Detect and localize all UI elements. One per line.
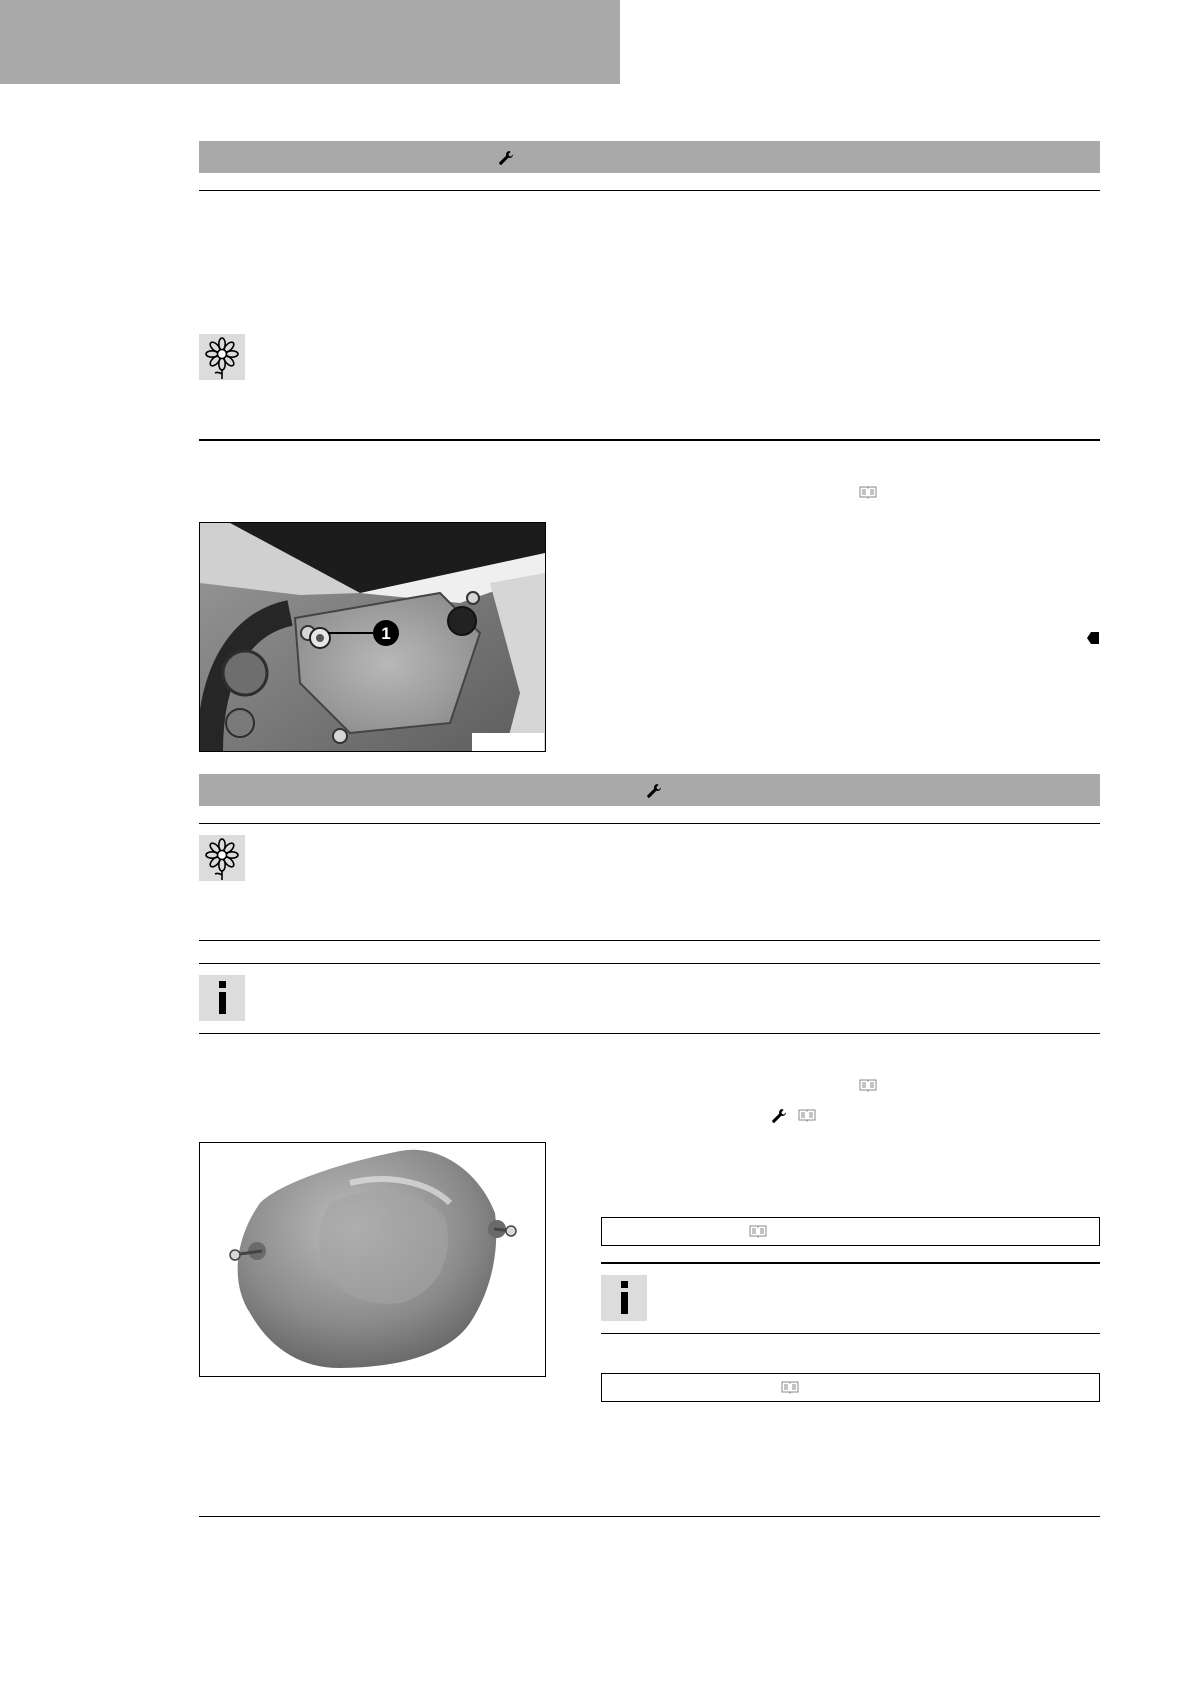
callout-1: 1	[381, 624, 391, 643]
manual-reference-icon[interactable]	[781, 1380, 799, 1394]
divider	[199, 963, 1100, 964]
flower-icon	[199, 835, 245, 881]
divider	[199, 823, 1100, 824]
section-header-2	[199, 774, 1100, 806]
divider	[601, 1262, 1100, 1264]
end-marker-icon	[1087, 632, 1099, 644]
divider	[199, 190, 1100, 191]
header-band	[0, 0, 620, 84]
info-icon	[199, 975, 245, 1021]
wrench-icon	[646, 783, 662, 799]
flower-icon	[199, 334, 245, 380]
wrench-icon	[498, 150, 514, 166]
spec-box	[601, 1373, 1100, 1402]
wrench-icon	[771, 1108, 787, 1124]
divider	[199, 940, 1100, 941]
manual-reference-icon[interactable]	[859, 485, 877, 499]
footer-divider	[199, 1516, 1100, 1517]
divider	[199, 1033, 1100, 1034]
info-icon	[601, 1275, 647, 1321]
spec-box	[601, 1217, 1100, 1246]
section-header-1	[199, 141, 1100, 173]
engine-photo	[199, 522, 546, 752]
divider	[199, 439, 1100, 441]
divider	[601, 1333, 1100, 1334]
manual-reference-icon[interactable]	[749, 1224, 767, 1238]
manual-reference-icon[interactable]	[859, 1078, 877, 1092]
cover-drawing	[199, 1142, 546, 1377]
manual-reference-icon[interactable]	[798, 1108, 816, 1122]
